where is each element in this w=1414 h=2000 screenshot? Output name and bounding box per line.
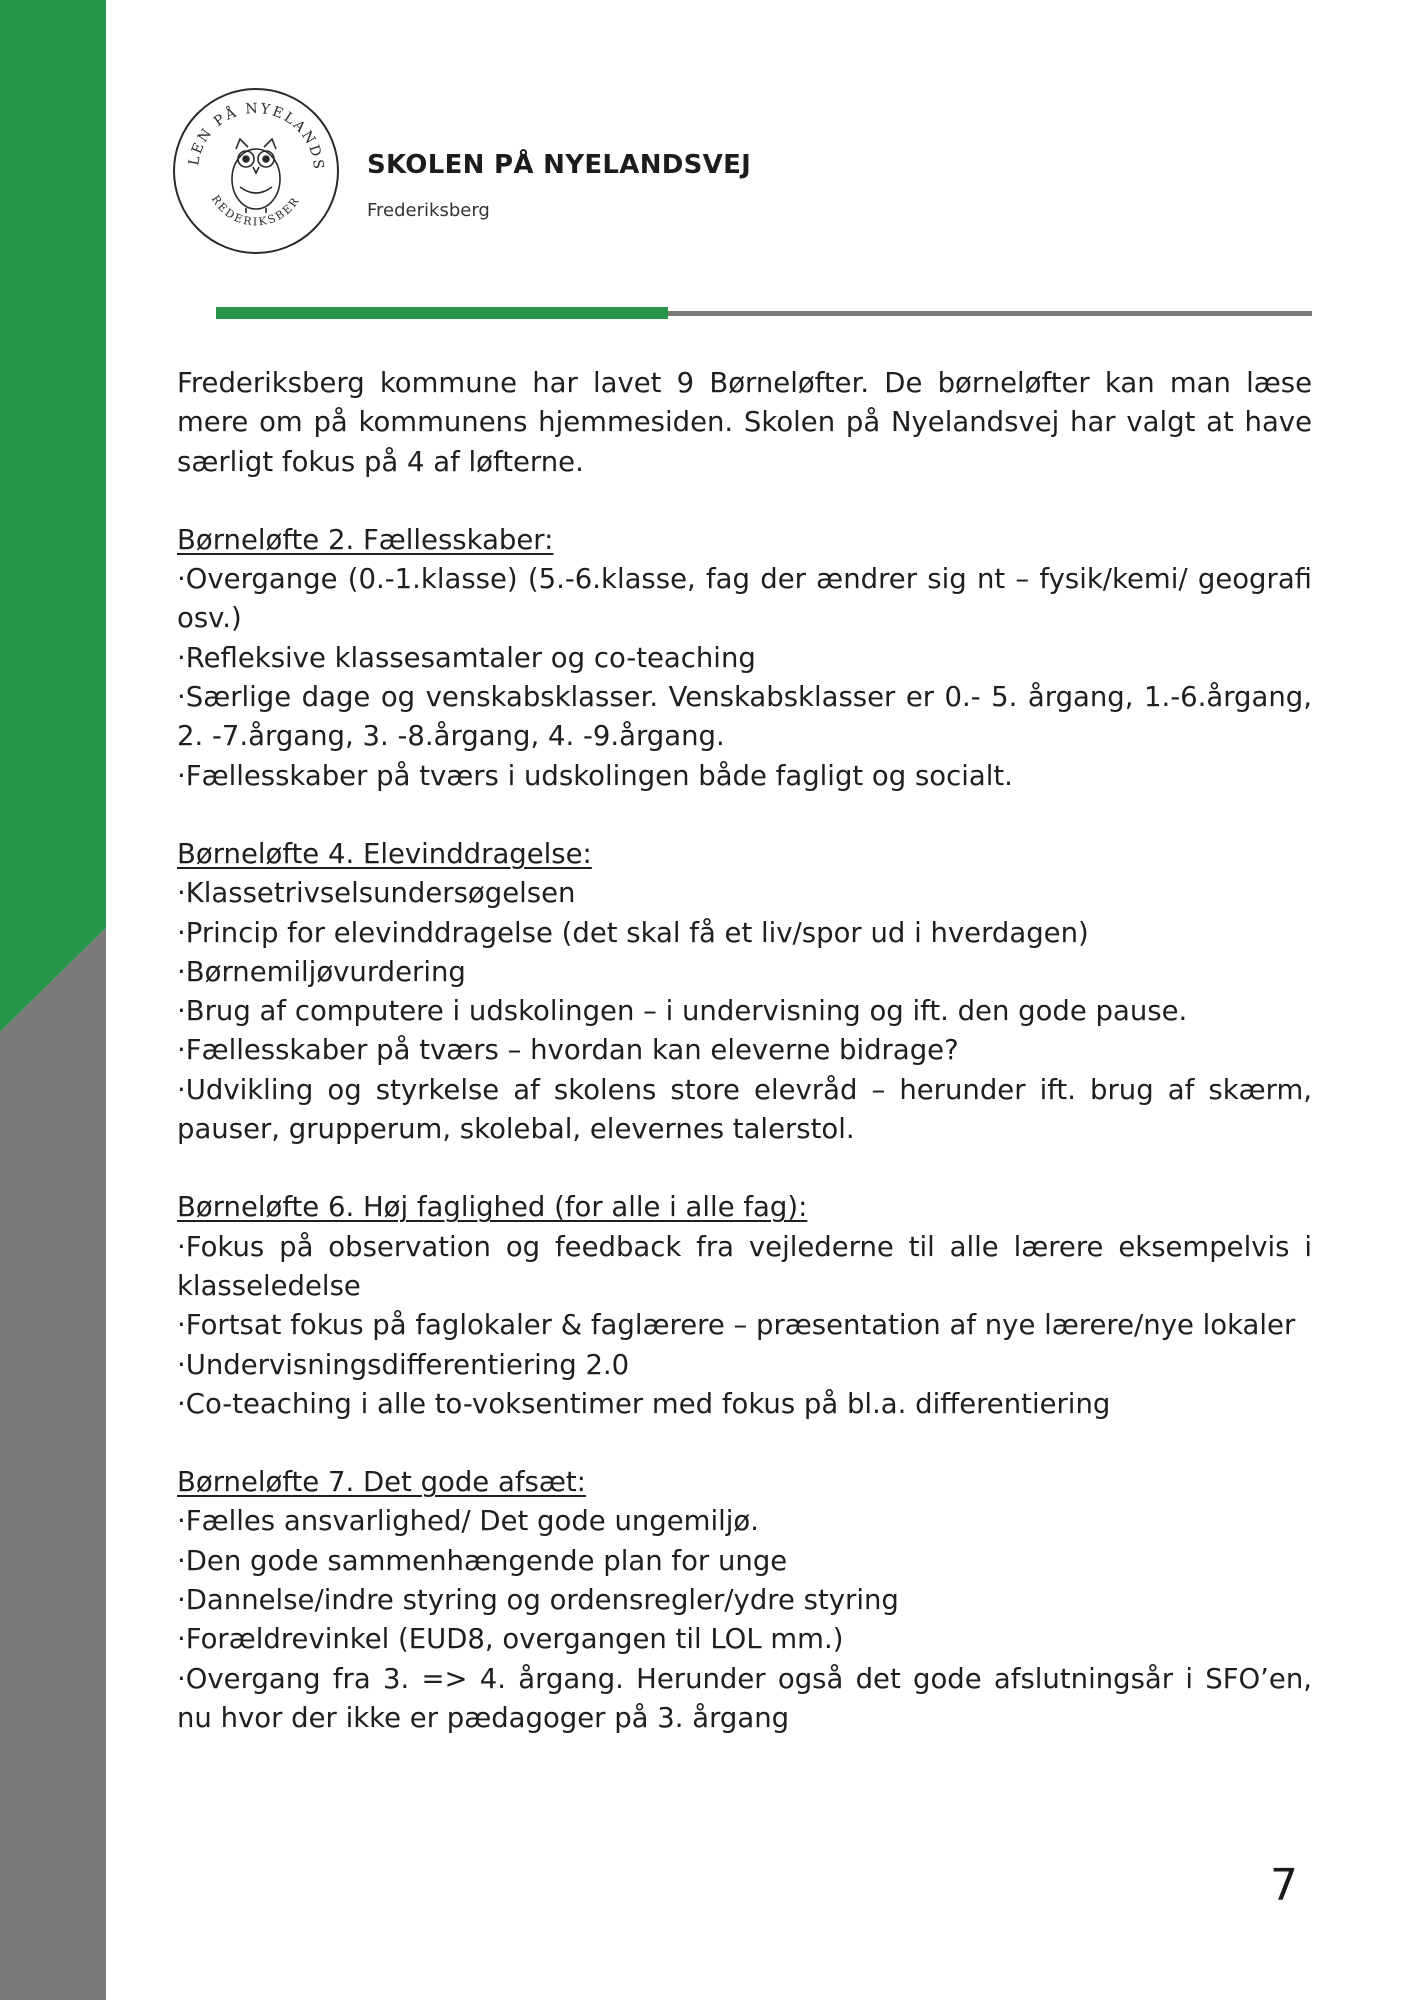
list-item: · Fællesskaber på tværs – hvordan kan eleverne bidrage? bbox=[177, 1031, 1312, 1070]
list-item: · Overgange (0.-1.klasse) (5.-6.klasse, fag der ændrer sig nt – fysik/kemi/ geografi osv.) bbox=[177, 560, 1312, 639]
section-fallesskaber bbox=[177, 521, 1312, 796]
grey-band-shape bbox=[0, 928, 106, 2000]
list-item: · Co-teaching i alle to-voksentimer med fokus på bl.a. differentiering bbox=[177, 1385, 1312, 1424]
school-name: SKOLEN PÅ NYELANDSVEJ bbox=[367, 150, 752, 180]
section-heading: Børneløfte 2. Fællesskaber: bbox=[177, 523, 554, 556]
list-item: · Brug af computere i udskolingen – i undervisning og ift. den gode pause. bbox=[177, 992, 1312, 1031]
list-item: · Fællesskaber på tværs i udskolingen både fagligt og socialt. bbox=[177, 757, 1312, 796]
list-item: · Den gode sammenhængende plan for unge bbox=[177, 1542, 1312, 1581]
list-item: · Særlige dage og venskabsklasser. Venskabsklasser er 0.- 5. årgang, 1.-6.årgang, 2. -7.årgang, 3. -8.årgang, 4. -9.årgang. bbox=[177, 678, 1312, 757]
logo-arc-bottom-text: REDERIKSBER bbox=[208, 192, 303, 229]
page-number: 7 bbox=[1270, 1860, 1298, 1911]
list-item: · Undervisningsdifferentiering 2.0 bbox=[177, 1346, 1312, 1385]
list-item: · Refleksive klassesamtaler og co-teaching bbox=[177, 639, 1312, 678]
list-item: · Fortsat fokus på faglokaler & faglærere – præsentation af nye lærere/nye lokaler bbox=[177, 1306, 1312, 1345]
owl-icon bbox=[232, 139, 280, 213]
list-item: · Klassetrivselsundersøgelsen bbox=[177, 874, 1312, 913]
section-heading: Børneløfte 6. Høj faglighed (for alle i alle fag): bbox=[177, 1191, 808, 1224]
side-color-band bbox=[0, 0, 106, 2000]
section-det-gode-afsaet bbox=[177, 1463, 1312, 1738]
divider-grey-segment bbox=[668, 311, 1312, 316]
section-heading: Børneløfte 4. Elevinddragelse: bbox=[177, 837, 592, 870]
list-item: · Udvikling og styrkelse af skolens store elevråd – herunder ift. brug af skærm, pauser, grupperum, skolebal, elevernes talerstol. bbox=[177, 1071, 1312, 1150]
list-item: · Dannelse/indre styring og ordensregler/ydre styring bbox=[177, 1581, 1312, 1620]
divider-green-segment bbox=[216, 307, 668, 319]
section-hoj-faglighed bbox=[177, 1188, 1312, 1424]
logo-arc-top-text: LEN PÅ NYELANDS bbox=[186, 100, 327, 172]
school-logo bbox=[172, 87, 340, 255]
document-body bbox=[177, 364, 1312, 1738]
list-item: · Princip for elevinddragelse (det skal få et liv/spor ud i hverdagen) bbox=[177, 914, 1312, 953]
intro-paragraph: Frederiksberg kommune har lavet 9 Børneløfter. De børneløfter kan man læse mere om på kommunens hjemmesiden. Skolen på Nyelandsvej har valgt at have særligt fokus på 4 af løfterne. bbox=[177, 367, 1312, 478]
list-item: · Overgang fra 3. => 4. årgang. Herunder også det gode afslutningsår i SFO’en, nu hvor der ikke er pædagoger på 3. årgang bbox=[177, 1660, 1312, 1739]
header-divider bbox=[216, 307, 1312, 320]
list-item: · Fælles ansvarlighed/ Det gode ungemiljø. bbox=[177, 1502, 1312, 1541]
list-item: · Forældrevinkel (EUD8, overgangen til LOL mm.) bbox=[177, 1620, 1312, 1659]
section-elevinddragelse bbox=[177, 835, 1312, 1149]
section-heading: Børneløfte 7. Det gode afsæt: bbox=[177, 1466, 586, 1499]
list-item: · Børnemiljøvurdering bbox=[177, 953, 1312, 992]
list-item: · Fokus på observation og feedback fra vejlederne til alle lærere eksempelvis i klasseledelse bbox=[177, 1228, 1312, 1307]
school-location: Frederiksberg bbox=[367, 200, 490, 221]
green-band-shape bbox=[0, 0, 106, 1032]
